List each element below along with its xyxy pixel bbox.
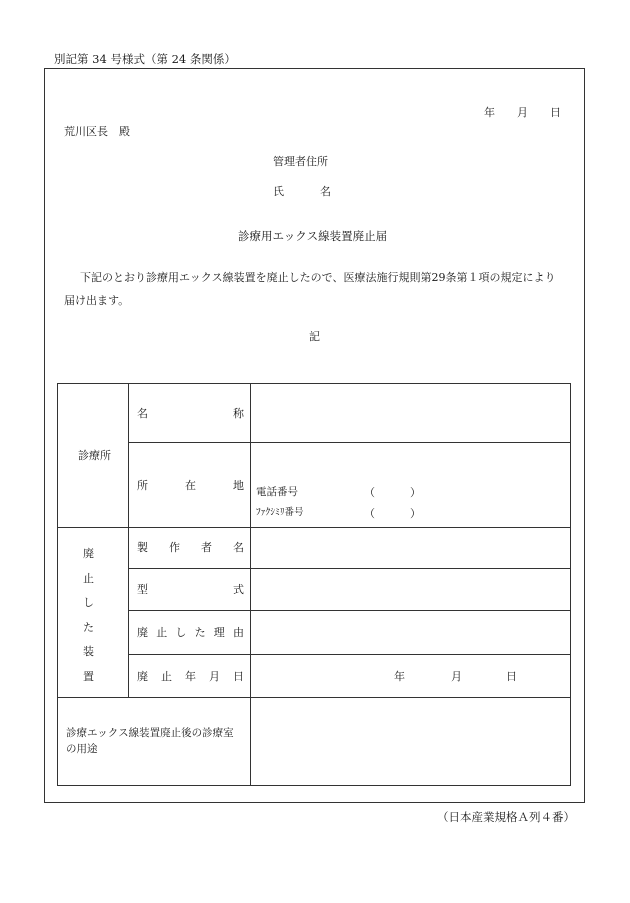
- clinic-name-field[interactable]: [258, 402, 563, 432]
- name-label-shi: 氏: [273, 185, 284, 198]
- label-char: 月: [209, 670, 220, 683]
- label-char: し: [83, 596, 94, 610]
- label-char: 作: [169, 541, 180, 554]
- label-char: 名: [233, 541, 244, 554]
- label-char: 止: [83, 571, 94, 585]
- clinic-name-label: [137, 408, 244, 419]
- table-line: [58, 697, 570, 698]
- phone-paren-open: （: [364, 486, 375, 499]
- label-char: し: [175, 626, 187, 639]
- label-char: 年: [185, 670, 196, 683]
- label-char: 者: [201, 541, 212, 554]
- maker-name-label: [137, 542, 244, 553]
- phone-label: 電話番号: [256, 486, 298, 498]
- label-char: 型: [137, 583, 148, 596]
- label-char: 理: [213, 626, 225, 639]
- disposal-date-month: 月: [451, 670, 462, 683]
- label-char: 日: [233, 670, 244, 683]
- disposal-reason-field[interactable]: [258, 616, 563, 648]
- label-char: 名: [137, 407, 148, 420]
- date-year-label: 年: [484, 106, 495, 119]
- clinic-location-field[interactable]: [258, 450, 563, 478]
- table-line: [128, 384, 129, 697]
- label-char: 廃: [137, 626, 148, 639]
- fax-paren-close: ）: [410, 507, 421, 520]
- document-title: 診療用エックス線装置廃止届: [238, 229, 388, 243]
- label-char: 止: [156, 626, 168, 639]
- label-char: た: [194, 626, 206, 639]
- label-char: 称: [233, 407, 244, 420]
- table-line: [58, 527, 570, 528]
- form-number-label: 別記第 34 号様式（第 24 条関係）: [54, 52, 236, 66]
- label-char: 廃: [83, 547, 94, 560]
- label-char: 由: [232, 626, 244, 639]
- model-field[interactable]: [258, 574, 563, 604]
- label-char: 地: [233, 479, 244, 492]
- disposal-reason-label: [137, 627, 244, 638]
- table-line: [250, 384, 251, 785]
- post-disposal-usage-field[interactable]: [258, 704, 563, 778]
- post-disposal-usage-label-1: 診療エックス線装置廃止後の診療室: [66, 727, 234, 739]
- label-char: 置: [83, 669, 94, 683]
- paper-size-note: （日本産業規格Ａ列４番）: [437, 810, 575, 824]
- table-line: [128, 442, 570, 443]
- label-char: 装: [83, 645, 94, 659]
- clinic-location-label: [137, 480, 244, 491]
- fax-label: ﾌｧｸｼﾐﾘ番号: [256, 507, 304, 518]
- clinic-section-label: 診療所: [78, 449, 111, 462]
- disposal-date-year: 年: [394, 670, 405, 683]
- label-char: 廃: [137, 670, 148, 683]
- phone-paren-close: ）: [410, 486, 421, 499]
- body-text-line-2: 届け出ます。: [64, 294, 130, 307]
- body-text-line-1: 下記のとおり診療用エックス線装置を廃止したので、医療法施行規則第29条第１項の規定により: [80, 271, 556, 284]
- date-month-label: 月: [517, 106, 528, 119]
- disposal-date-day: 日: [506, 670, 517, 683]
- label-char: 製: [137, 541, 148, 554]
- ki-heading: 記: [309, 330, 320, 343]
- name-label: [273, 186, 331, 197]
- disposal-date-label: [137, 671, 244, 682]
- date-day-label: 日: [550, 106, 561, 119]
- submission-date: [484, 107, 561, 118]
- post-disposal-usage-label-2: の用途: [66, 743, 98, 755]
- label-char: た: [83, 620, 94, 634]
- notification-table: [57, 383, 571, 786]
- addressee: 荒川区長 殿: [64, 125, 130, 138]
- model-label: [137, 584, 244, 595]
- label-char: 在: [185, 479, 196, 492]
- admin-address-label: 管理者住所: [273, 155, 328, 168]
- label-char: 所: [137, 479, 148, 492]
- fax-paren-open: （: [364, 507, 375, 520]
- table-line: [128, 654, 570, 655]
- label-char: 式: [233, 583, 244, 596]
- disposed-device-section-label: [83, 548, 94, 682]
- name-label-mei: 名: [320, 185, 331, 198]
- maker-name-field[interactable]: [258, 533, 563, 563]
- label-char: 止: [161, 670, 172, 683]
- table-line: [128, 568, 570, 569]
- table-line: [128, 610, 570, 611]
